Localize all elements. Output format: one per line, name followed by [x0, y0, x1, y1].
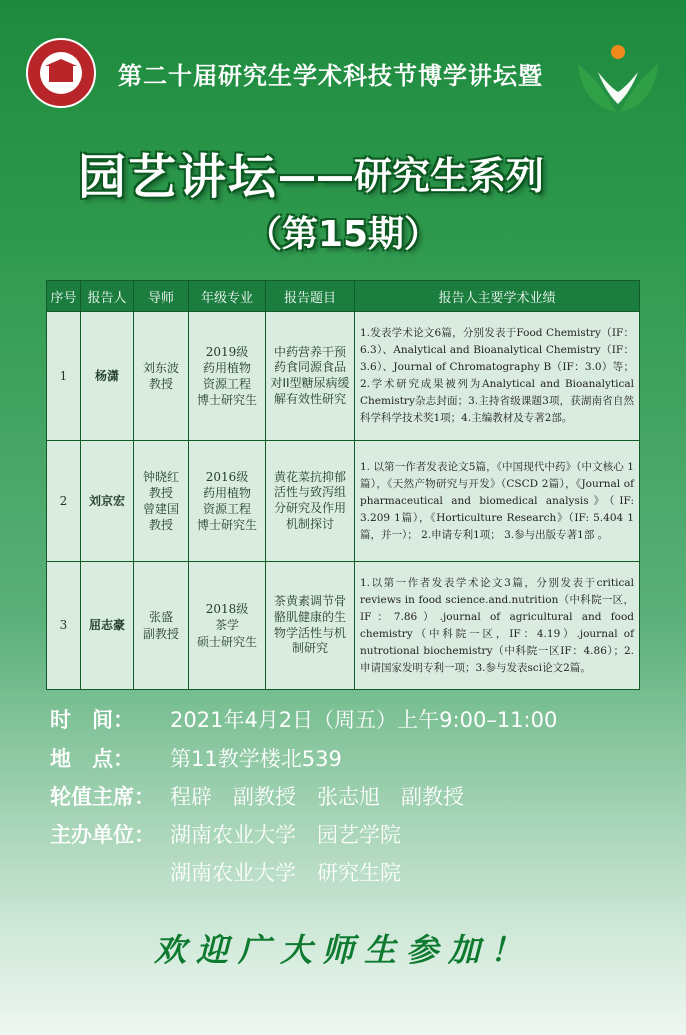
grade-major: 2018级 茶学 硕士研究生: [189, 562, 266, 690]
advisor: 张盛 副教授: [134, 562, 189, 690]
main-title-text: 园艺讲坛: [78, 149, 279, 205]
host-value: 程辟 副教授 张志旭 副教授: [170, 785, 464, 809]
row-number: 3: [47, 562, 81, 690]
organizer-line: [50, 819, 401, 849]
issue-number: （第15期）: [245, 214, 441, 255]
time-label: 时 间：: [50, 707, 134, 732]
advisor: 刘东波 教授: [134, 312, 189, 441]
event-title: 第二十届研究生学术科技节博学讲坛暨: [118, 61, 543, 90]
organizer-label: 主办单位：: [50, 822, 155, 847]
report-topic: 黄花菜抗抑郁活性与致泻组分研究及作用机制探讨: [266, 441, 355, 562]
speaker-name: 刘京宏: [81, 441, 134, 562]
series-text: ——研究生系列: [278, 154, 545, 198]
logo-emblem: [40, 52, 82, 94]
speaker-name: 屈志豪: [81, 562, 134, 690]
report-topic: 中药营养干预药食同源食品对II型糖尿病缓解有效性研究: [266, 312, 355, 441]
col-header: 序号: [47, 281, 81, 312]
speaker-name: 杨潇: [81, 312, 134, 441]
achievements: 1.以第一作者发表学术论文3篇，分别发表于critical reviews in food science.and.nutrition（中科院一区，IF：7.86）.journal of agricultural and food chemistry（中科院一区，IF：4.19）.journal of nutrotional biochemistry（中科院一区IF：4.86）；2. 申请国家发明专利一项；3.参与发表sci论文2篇。: [355, 562, 640, 690]
college-logo: [572, 42, 664, 118]
achievements: 1.发表学术论文6篇，分别发表于Food Chemistry（IF：6.3）、Analytical and Bioanalytical Chemistry（IF：3.6）、Journal of Chromatography B（IF：3.0）等；2.学术研究成果被列为Analytical and Bioanalytical Chemistry杂志封面；3.主持省级课题3项，获湖南省自然科学科学技术奖1项；4.主编教材及专著2部。: [355, 312, 640, 441]
time-value: 2021年4月2日（周五）上午9:00–11:00: [170, 708, 558, 732]
header: [0, 38, 686, 118]
report-table: [46, 280, 640, 690]
table-row: [47, 441, 640, 562]
col-header: 导师: [134, 281, 189, 312]
grade-major: 2016级 药用植物 资源工程 博士研究生: [189, 441, 266, 562]
organizer-line-2: [50, 857, 401, 887]
achievements: 1. 以第一作者发表论文5篇，《中国现代中药》（中文核心 1篇），《天然产物研究与开发》（CSCD 2篇），《Journal of pharmaceutical and biomedical analysis》（IF: 3.209 1篇），《Horticulture Research》（IF: 5.404 1篇，并一）； 2.申请专利1项； 3.参与出版专著1部 。: [355, 441, 640, 562]
col-header: 报告人: [81, 281, 134, 312]
grade-major: 2019级 药用植物 资源工程 博士研究生: [189, 312, 266, 441]
main-title: [78, 138, 544, 207]
place-line: [50, 743, 342, 773]
welcome-slogan: 欢迎广大师生参加！: [153, 931, 532, 969]
time-line: [50, 704, 557, 734]
col-header: 年级专业: [189, 281, 266, 312]
row-number: 1: [47, 312, 81, 441]
table-header-row: [47, 281, 640, 312]
table-row: [47, 312, 640, 441]
row-number: 2: [47, 441, 81, 562]
host-label: 轮值主席：: [50, 784, 155, 809]
place-value: 第11教学楼北539: [170, 747, 342, 771]
advisor: 钟晓红 教授 曾建国 教授: [134, 441, 189, 562]
col-header: 报告题目: [266, 281, 355, 312]
organizer-value-1: 湖南农业大学 园艺学院: [170, 823, 401, 847]
host-line: [50, 781, 464, 811]
table-row: [47, 562, 640, 690]
col-header: 报告人主要学术业绩: [355, 281, 640, 312]
university-logo: [26, 38, 96, 108]
place-label: 地 点：: [50, 746, 134, 771]
report-topic: 茶黄素调节骨骼肌健康的生物学活性与机制研究: [266, 562, 355, 690]
organizer-value-2: 湖南农业大学 研究生院: [170, 861, 401, 885]
